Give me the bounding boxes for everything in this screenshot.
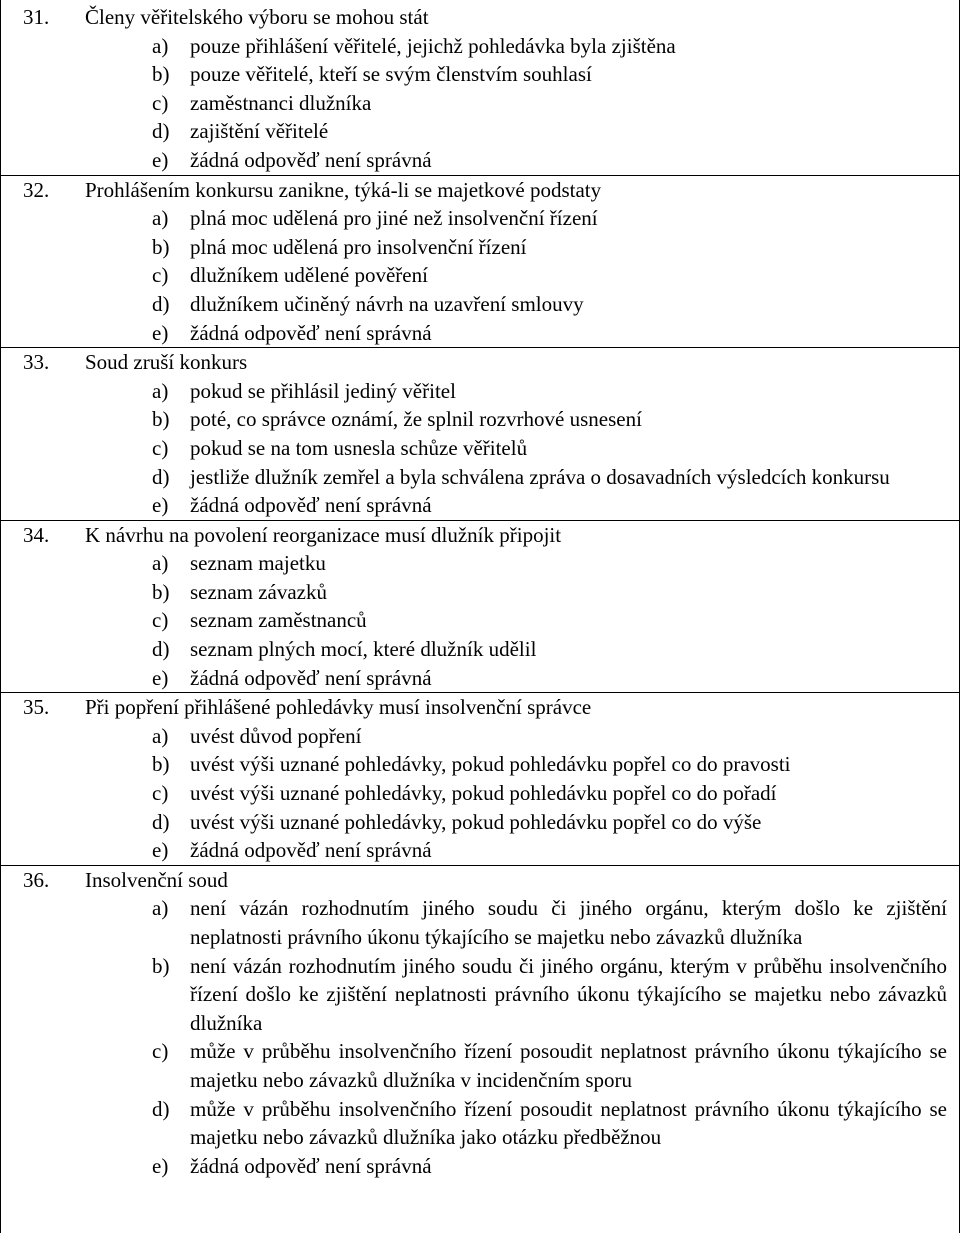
answer-option-b [1, 750, 959, 779]
option-text: žádná odpověď není správná [190, 1153, 432, 1178]
option-text: zaměstnanci dlužníka [190, 90, 372, 115]
question-number: 35. [23, 695, 50, 720]
answer-options [1, 722, 959, 865]
option-text: seznam zaměstnanců [190, 608, 367, 633]
option-text: uvést výši uznané pohledávky, pokud pohledávku popřel co do pořadí [190, 781, 777, 806]
question-35 [1, 693, 959, 866]
option-text: pokud se na tom usnesla schůze věřitelů [190, 435, 528, 460]
option-letter: c) [152, 781, 169, 806]
question-text: Soud zruší konkurs [85, 350, 248, 375]
option-letter: a) [152, 206, 169, 231]
option-letter: b) [152, 407, 170, 432]
answer-option-b [1, 233, 959, 262]
option-text: seznam majetku [190, 551, 326, 576]
question-header [1, 521, 959, 550]
answer-option-c [1, 606, 959, 635]
option-letter: e) [152, 838, 169, 863]
answer-option-e [1, 1152, 959, 1181]
question-31 [1, 3, 959, 176]
option-letter: b) [152, 752, 170, 777]
option-text: žádná odpověď není správná [190, 320, 432, 345]
option-text: žádná odpověď není správná [190, 665, 432, 690]
answer-option-c [1, 434, 959, 463]
option-text: jestliže dlužník zemřel a byla schválena zpráva o dosavadních výsledcích konkursu [190, 464, 890, 489]
answer-option-e [1, 664, 959, 693]
option-letter: d) [152, 1096, 170, 1121]
question-36 [1, 866, 959, 1181]
option-letter: a) [152, 33, 169, 58]
answer-options [1, 549, 959, 692]
option-text: může v průběhu insolvenčního řízení posoudit neplatnost právního úkonu týkajícího se majetku nebo závazků dlužníka v incidenčním sporu [190, 1039, 947, 1092]
answer-option-d [1, 117, 959, 146]
option-letter: d) [152, 119, 170, 144]
option-text: pouze věřitelé, kteří se svým členstvím souhlasí [190, 62, 592, 87]
answer-option-e [1, 319, 959, 348]
answer-option-a [1, 722, 959, 751]
answer-option-e [1, 491, 959, 520]
option-letter: b) [152, 953, 170, 978]
option-text: uvést výši uznané pohledávky, pokud pohledávku popřel co do pravosti [190, 752, 791, 777]
option-letter: a) [152, 723, 169, 748]
answer-options [1, 204, 959, 347]
option-letter: a) [152, 896, 169, 921]
answer-option-d [1, 463, 959, 492]
answer-option-a [1, 377, 959, 406]
option-letter: e) [152, 320, 169, 345]
question-text: K návrhu na povolení reorganizace musí dlužník připojit [85, 522, 562, 547]
option-text: seznam plných mocí, které dlužník udělil [190, 637, 537, 662]
answer-option-e [1, 836, 959, 865]
option-letter: b) [152, 579, 170, 604]
option-text: zajištění věřitelé [190, 119, 329, 144]
answer-option-d [1, 1095, 959, 1152]
answer-option-d [1, 635, 959, 664]
option-letter: b) [152, 234, 170, 259]
option-letter: e) [152, 1153, 169, 1178]
option-text: uvést důvod popření [190, 723, 362, 748]
answer-option-d [1, 290, 959, 319]
option-text: poté, co správce oznámí, že splnil rozvrhové usnesení [190, 407, 642, 432]
question-34 [1, 521, 959, 694]
option-letter: d) [152, 464, 170, 489]
option-letter: a) [152, 551, 169, 576]
option-text: pouze přihlášení věřitelé, jejichž pohledávka byla zjištěna [190, 33, 676, 58]
answer-option-b [1, 578, 959, 607]
option-letter: a) [152, 378, 169, 403]
option-letter: e) [152, 147, 169, 172]
question-header [1, 176, 959, 205]
question-text: Prohlášením konkursu zanikne, týká-li se majetkové podstaty [85, 177, 602, 202]
option-text: může v průběhu insolvenčního řízení posoudit neplatnost právního úkonu týkajícího se majetku nebo závazků dlužníka jako otázku předběžnou [190, 1096, 947, 1150]
question-number: 31. [23, 5, 50, 29]
option-letter: c) [152, 435, 169, 460]
question-header [1, 693, 959, 722]
question-number: 36. [23, 867, 50, 892]
option-text: seznam závazků [190, 579, 328, 604]
option-letter: c) [152, 608, 169, 633]
answer-option-b [1, 952, 959, 1038]
question-header [1, 348, 959, 377]
option-text: uvést výši uznané pohledávky, pokud pohledávku popřel co do výše [190, 809, 762, 834]
answer-option-c [1, 779, 959, 808]
option-letter: d) [152, 809, 170, 834]
option-text: žádná odpověď není správná [190, 838, 432, 863]
answer-option-b [1, 405, 959, 434]
question-text: Členy věřitelského výboru se mohou stát [85, 5, 429, 29]
answer-option-b [1, 60, 959, 89]
option-letter: e) [152, 665, 169, 690]
question-text: Insolvenční soud [85, 867, 228, 892]
option-text: není vázán rozhodnutím jiného soudu či jiného orgánu, kterým došlo ke zjištění neplatnosti právního úkonu týkajícího se majetku nebo závazků dlužníka [190, 896, 947, 949]
answer-option-a [1, 894, 959, 951]
option-text: pokud se přihlásil jediný věřitel [190, 378, 456, 403]
question-number: 34. [23, 522, 50, 547]
option-letter: d) [152, 291, 170, 316]
option-letter: c) [152, 1039, 169, 1064]
question-header [1, 866, 959, 895]
question-number: 33. [23, 350, 50, 375]
answer-option-c [1, 1037, 959, 1094]
question-33 [1, 348, 959, 521]
option-letter: e) [152, 493, 169, 518]
answer-option-e [1, 146, 959, 175]
option-text: plná moc udělená pro insolvenční řízení [190, 234, 527, 259]
answer-options [1, 32, 959, 175]
option-text: dlužníkem učiněný návrh na uzavření smlouvy [190, 291, 584, 316]
option-text: není vázán rozhodnutím jiného soudu či jiného orgánu, kterým v průběhu insolvenčního řízení došlo ke zjištění neplatnosti právního úkonu týkajícího se majetku nebo závazků dlužníka [190, 953, 947, 1035]
option-letter: b) [152, 62, 170, 87]
answer-options [1, 377, 959, 520]
question-header [1, 3, 959, 32]
option-letter: c) [152, 90, 169, 115]
answer-option-a [1, 549, 959, 578]
option-text: žádná odpověď není správná [190, 147, 432, 172]
answer-option-c [1, 89, 959, 118]
answer-option-a [1, 32, 959, 61]
question-32 [1, 176, 959, 349]
answer-option-d [1, 808, 959, 837]
option-text: dlužníkem udělené pověření [190, 263, 428, 288]
answer-options [1, 894, 959, 1180]
option-text: plná moc udělená pro jiné než insolvenční řízení [190, 206, 598, 231]
answer-option-a [1, 204, 959, 233]
answer-option-c [1, 261, 959, 290]
question-text: Při popření přihlášené pohledávky musí insolvenční správce [85, 695, 592, 720]
question-number: 32. [23, 177, 50, 202]
option-text: žádná odpověď není správná [190, 493, 432, 518]
option-letter: c) [152, 263, 169, 288]
option-letter: d) [152, 637, 170, 662]
